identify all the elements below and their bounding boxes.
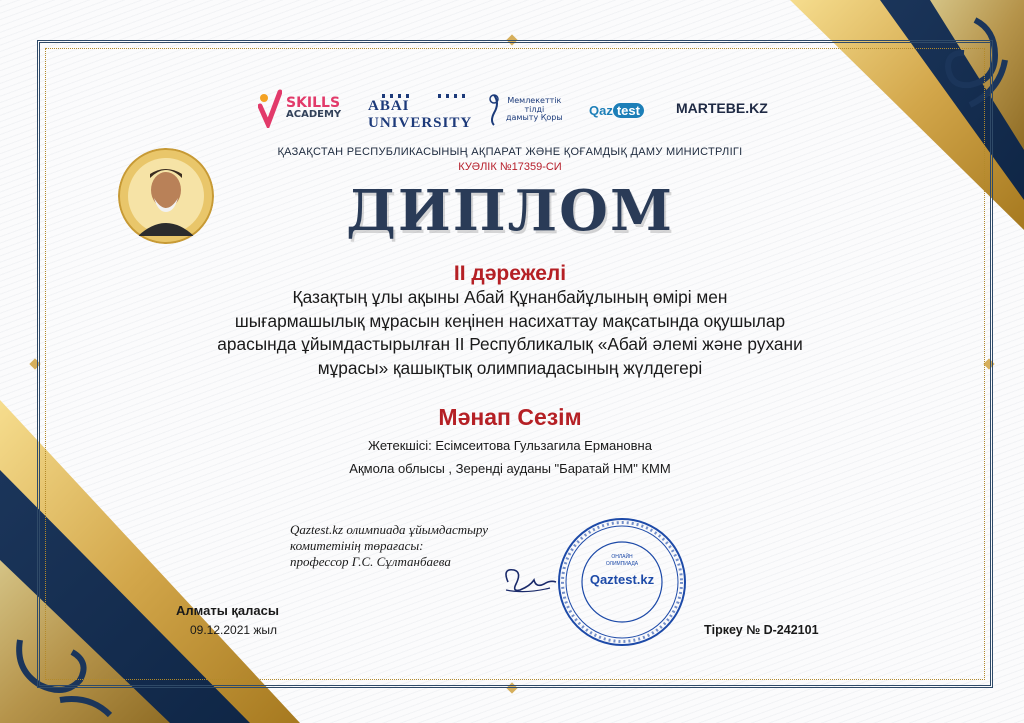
- committee-line: комитетінің төрағасы:: [290, 538, 424, 553]
- issue-date: 09.12.2021 жыл: [190, 623, 278, 637]
- abai-text: ABAI UNIVERSITY: [368, 98, 473, 131]
- body-line: мұрасы» қашықтық олимпиадасының жүлдегері: [317, 357, 703, 378]
- stamp-center-text: Qaztest.kz: [589, 572, 655, 587]
- license-number: КУӘЛІК №17359-СИ: [458, 161, 562, 173]
- diploma-title: ДИПЛОМ: [346, 178, 674, 244]
- mem-line2: тілді: [524, 104, 545, 114]
- stamp-olympiad: ОЛИМПИАДА: [605, 561, 639, 567]
- qaztest-t: test: [613, 103, 644, 118]
- recipient-name: Мәнап Сезім: [438, 404, 582, 430]
- body-line: Қазақтың ұлы ақыны Абай Құнанбайұлының өмірі мен: [292, 287, 728, 307]
- skills-academy-logo: [258, 82, 358, 134]
- skills-text: SKILLS: [286, 95, 341, 111]
- language-fund-logo: [486, 90, 576, 130]
- committee-line: профессор Г.С. Сұлтанбаева: [290, 554, 451, 569]
- award-description: [170, 286, 850, 380]
- school-line: Ақмола облысы , Зеренді ауданы "Баратай НМ" КММ: [349, 461, 671, 476]
- mem-line1: Мемлекеттік: [507, 95, 562, 105]
- skills-academy-icon: [258, 88, 282, 128]
- official-stamp: [556, 516, 688, 648]
- committee-line: Qaztest.kz олимпиада ұйымдастыру: [290, 522, 489, 537]
- ministry-heading: ҚАЗАҚСТАН РЕСПУБЛИКАСЫНЫҢ АҚПАРАТ ЖӘНЕ ҚОҒАМДЫҚ ДАМУ МИНИСТРЛІГІ: [277, 146, 743, 158]
- academy-text: ACADEMY: [286, 109, 342, 120]
- mem-line3: дамыту Қоры: [506, 113, 563, 123]
- signature: [500, 560, 560, 600]
- stamp-online: ОНЛАЙН: [611, 554, 633, 560]
- body-line: арасында ұйымдастырылған II Республикалық «Абай әлемі және рухани: [217, 334, 803, 354]
- martebe-logo: MARTEBE.KZ: [676, 100, 768, 116]
- supervisor-line: Жетекшісі: Есімсеитова Гульзагила Ермановна: [368, 438, 652, 453]
- qaztest-q: Qaz: [589, 102, 613, 118]
- abai-university-logo: [368, 92, 480, 132]
- quill-icon: [486, 93, 502, 127]
- body-line: шығармашылық мұрасын кеңінен насихаттау мақсатында оқушылар: [234, 310, 786, 331]
- qaztest-logo: [589, 100, 665, 120]
- degree-label: II дәрежелі: [453, 262, 567, 285]
- city-label: Алматы қаласы: [176, 603, 279, 618]
- registration-number: Тіркеу № D-242101: [704, 623, 819, 637]
